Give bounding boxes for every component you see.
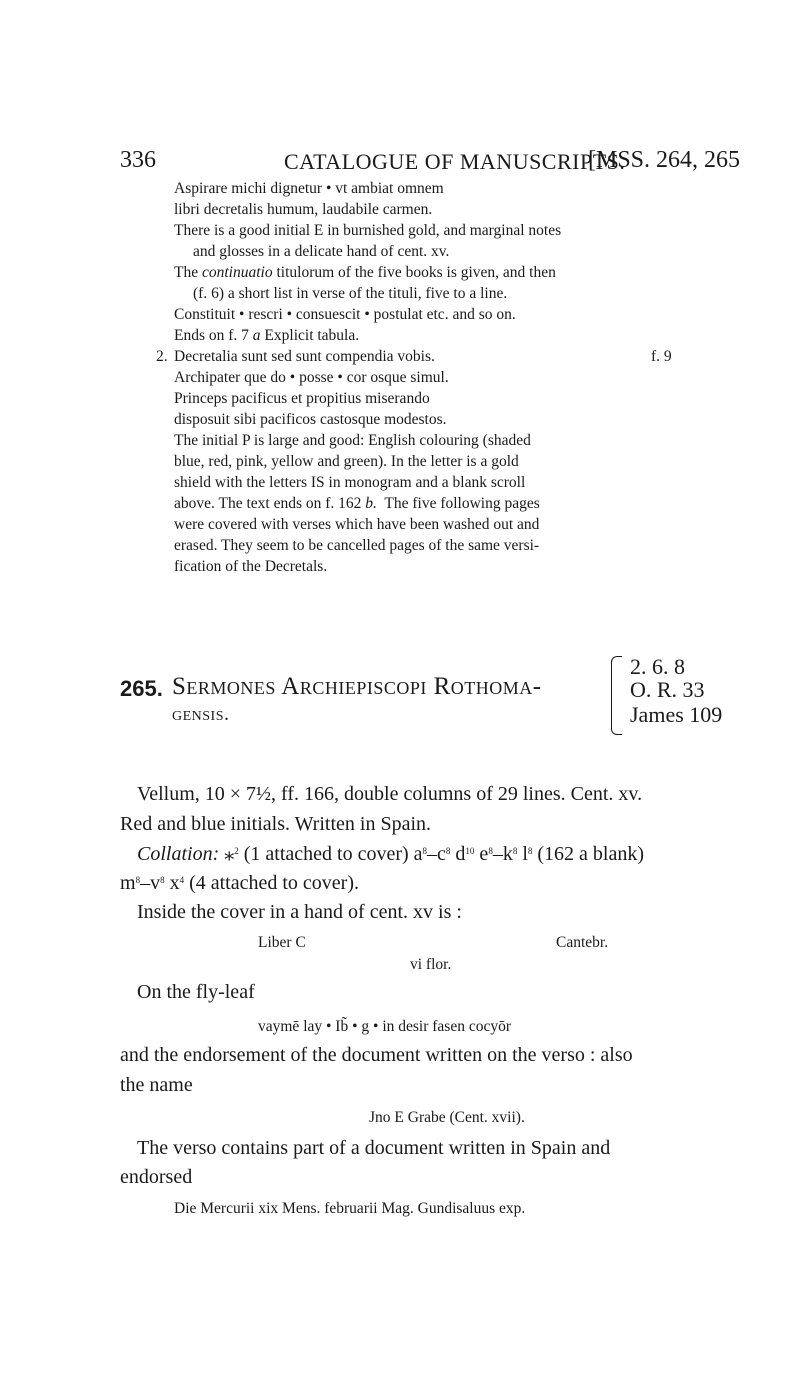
verse-line: disposuit sibi pacificos castosque modestos. (174, 411, 447, 428)
verse-line: Decretalia sunt sed sunt compendia vobis. (174, 348, 435, 365)
flyleaf-label: On the fly-leaf (137, 981, 255, 1003)
mss-range: [MSS. 264, 265 (588, 147, 741, 173)
item-number: 2. (156, 348, 168, 365)
inside-cover-line: Inside the cover in a hand of cent. xv is : (137, 901, 462, 923)
cover-note-right: Cantebr. (556, 934, 609, 951)
verse-line: Constituit • rescri • consuescit • postulat etc. and so on. (174, 306, 516, 323)
verso-line: The verso contains part of a document written in Spain and (137, 1137, 611, 1159)
note-line: blue, red, pink, yellow and green). In the letter is a gold (174, 453, 519, 470)
note-line: erased. They seem to be cancelled pages of the same versi- (174, 537, 540, 554)
note-line: There is a good initial E in burnished gold, and marginal notes (174, 222, 562, 239)
cover-note-center: vi flor. (410, 956, 452, 973)
shelfmark-2: O. R. 33 (630, 677, 705, 702)
cover-note-left: Liber C (258, 934, 306, 951)
note-line: above. The text ends on f. 162 b. The five following pages (174, 495, 540, 512)
collation-line: $m^8-v^8$ $x^4$ (4 attached to cover). (120, 872, 359, 894)
folio-ref: f. 9 (651, 348, 672, 365)
shelfmark-3: James 109 (630, 702, 723, 727)
note-line: Ends on f. 7 a Explicit tabula. (174, 327, 360, 344)
description-line: Vellum, 10 × 7½, ff. 166, double columns of 29 lines. Cent. xv. (137, 783, 643, 805)
note-line: The initial P is large and good: English colouring (shaded (174, 432, 531, 449)
description-line: Red and blue initials. Written in Spain. (120, 813, 432, 835)
verso-line: endorsed (120, 1166, 193, 1188)
shelfmark-1: 2. 6. 8 (630, 654, 685, 679)
note-line: shield with the letters IS in monogram and a blank scroll (174, 474, 526, 491)
note-line: fication of the Decretals. (174, 558, 328, 575)
page-number: 336 (120, 147, 156, 173)
verse-line: Princeps pacificus et propitius miserando (174, 390, 430, 407)
note-line: (f. 6) a short list in verse of the tituli, five to a line. (193, 285, 508, 302)
owner-name: Jno E Grabe (Cent. xvii). (369, 1109, 525, 1126)
verse-line: libri decretalis humum, laudabile carmen. (174, 201, 433, 218)
collation-line: Collation: ⁎$^2$ (1 attached to cover) $a^8-c^8$ $d^{10}$ $e^8-k^8$ $l^8$ (162 a blank) (137, 843, 645, 865)
shelfmark-brace (611, 656, 622, 735)
note-line: and glosses in a delicate hand of cent. xv. (193, 243, 450, 260)
flyleaf-text: vaymē lay • Ib̃ • g • in desir fasen cocyōr (258, 1018, 512, 1035)
verse-line: Archipater que do • posse • cor osque simul. (174, 369, 449, 386)
running-title: CATALOGUE OF MANUSCRIPTS. (284, 149, 626, 174)
entry-title-continued: gensis. (172, 703, 230, 725)
note-line: The continuatio titulorum of the five books is given, and then (174, 264, 556, 281)
verse-line: Aspirare michi dignetur • vt ambiat omnem (174, 180, 444, 197)
entry-number: 265. (120, 676, 163, 701)
note-line: were covered with verses which have been washed out and (174, 516, 540, 533)
endorsement-line: and the endorsement of the document written on the verso : also (120, 1044, 633, 1066)
endorsement-line: the name (120, 1074, 193, 1096)
entry-title: Sermones Archiepiscopi Rothoma- (172, 673, 542, 700)
final-line: Die Mercurii xix Mens. februarii Mag. Gundisaluus exp. (174, 1200, 526, 1217)
